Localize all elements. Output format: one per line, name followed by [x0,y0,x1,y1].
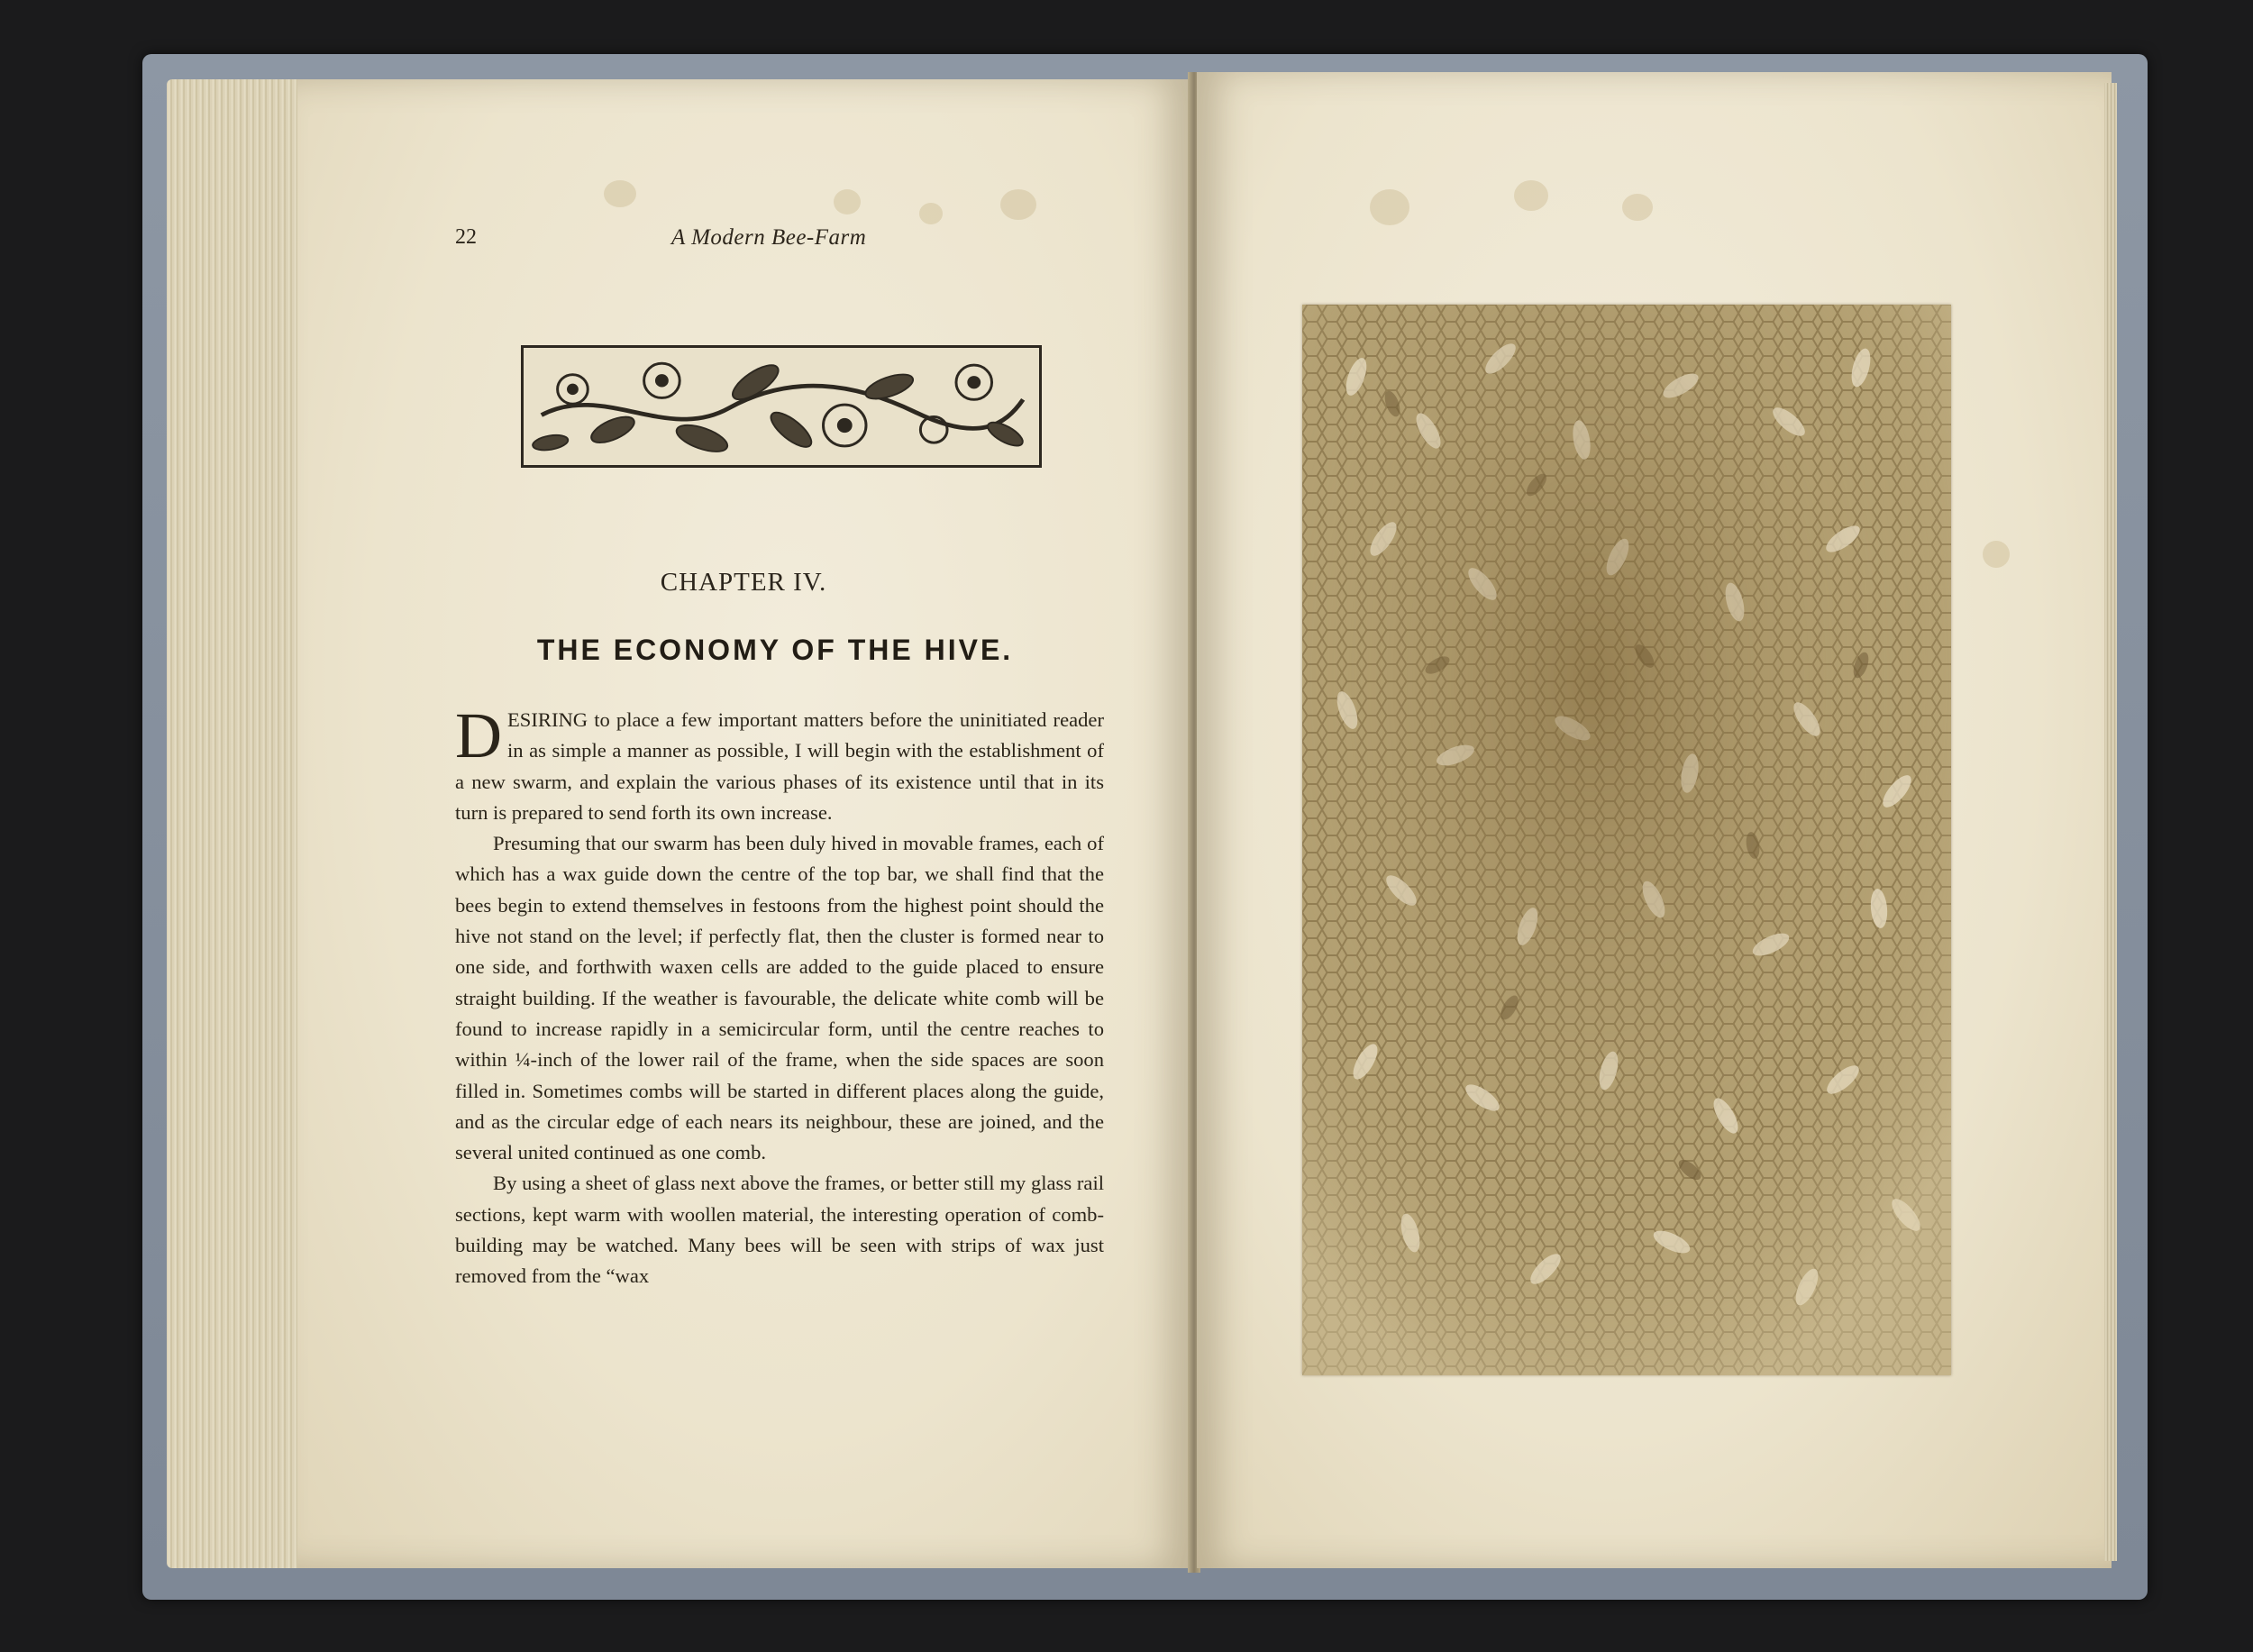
foxing-spot [1983,541,2010,568]
paragraph-1-text: ESIRING to place a few important matters before the uninitiated reader in as simple a manner as possible, I will begin with the establishment of a new swarm, and explain the various phases of its existence until that in its turn is prepared to send forth its own increase. [455,708,1104,824]
page-edges [167,79,297,1568]
chapter-title: THE ECONOMY OF THE HIVE. [536,634,1014,666]
floral-headpiece-ornament [521,345,1042,468]
running-title: A Modern Bee-Farm [671,225,867,250]
body-text [455,699,1104,1292]
foxing-spot [604,180,636,207]
paragraph-1 [455,699,1104,828]
foxing-spot [919,203,943,224]
drop-cap: D [455,699,502,771]
paragraph-2: Presuming that our swarm has been duly hived in movable frames, each of which has a wax guide down the centre of the top bar, we shall find that the bees begin to extend themselves in festoons from the highest point should the hive not stand on the level; if perfectly flat, then the cluster is formed near to one side, and forthwith waxen cells are added to the guide placed to ensure straight building. If the weather is favourable, the delicate white comb will be found to increase rapidly in a semicircular form, until the centre reaches to within ¼-inch of the lower rail of the frame, when the side spaces are soon filled in. Sometimes combs will be started in different places along the guide, and as the circular edge of each nears its neighbour, these are joined, and the several united continued as one comb. [455,832,1104,1164]
bee-comb-photograph [1302,305,1951,1375]
foxing-spot [1514,180,1548,211]
foxing-spot [834,189,861,214]
foxing-spot [1370,189,1409,225]
foxing-spot [1622,194,1653,221]
running-head [455,225,1104,261]
page-number: 22 [455,225,477,249]
paragraph-3: By using a sheet of glass next above the frames, or better still my glass rail sections, kept warm with woollen material, the interesting operation of comb-building may be watched. Many bees will be seen with strips of wax just removed from the “wax [455,1172,1104,1288]
right-page-edges [2104,83,2117,1561]
foxing-spot [1000,189,1036,220]
chapter-label: CHAPTER IV. [660,568,827,597]
